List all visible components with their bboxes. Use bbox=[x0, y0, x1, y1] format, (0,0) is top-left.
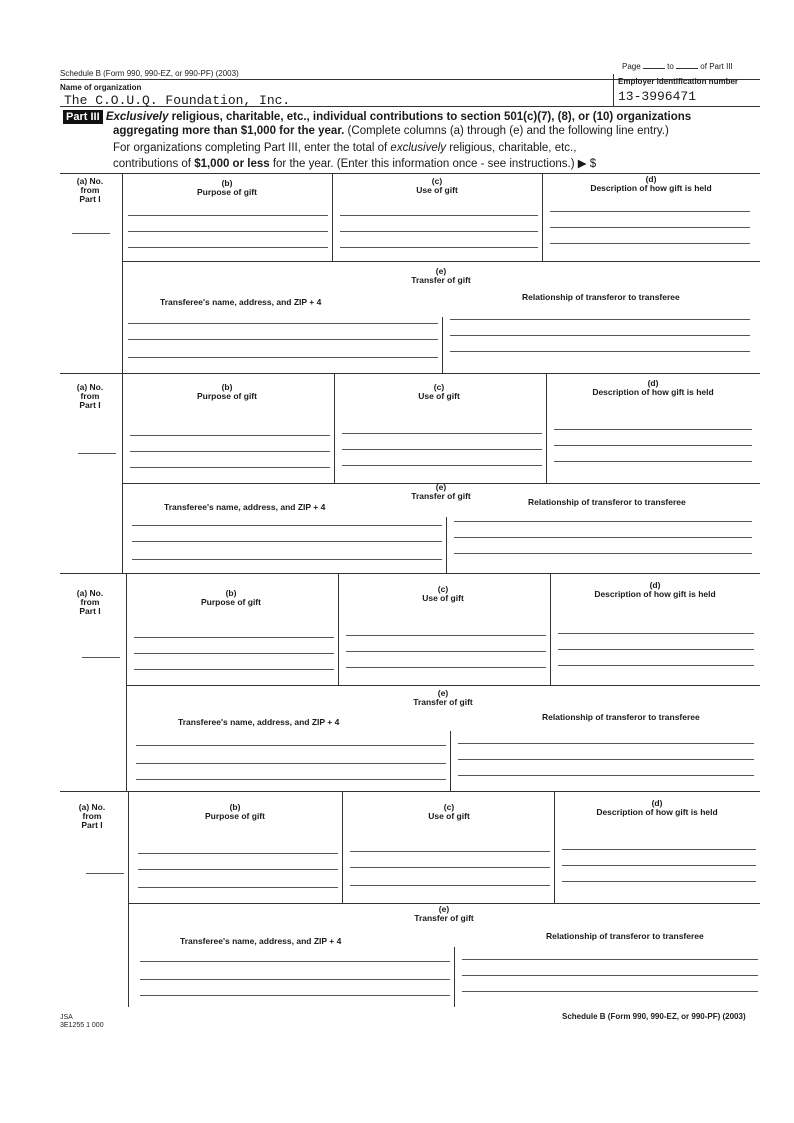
transferee-line[interactable] bbox=[128, 339, 438, 340]
gift-section-4 bbox=[60, 791, 760, 1007]
relationship-line[interactable] bbox=[450, 319, 750, 320]
col-c-header: (c) Use of gift bbox=[416, 176, 458, 195]
page-label: Page bbox=[622, 62, 641, 71]
relationship-line[interactable] bbox=[462, 991, 758, 992]
col-a-entry[interactable] bbox=[72, 233, 110, 234]
transferee-header: Transferee's name, address, and ZIP + 4 bbox=[178, 717, 340, 727]
transferee-header: Transferee's name, address, and ZIP + 4 bbox=[180, 936, 342, 946]
relationship-header: Relationship of transferor to transferee bbox=[522, 292, 680, 302]
relationship-line[interactable] bbox=[458, 775, 754, 776]
transferee-line[interactable] bbox=[136, 763, 446, 764]
part3-heading bbox=[63, 110, 763, 138]
relationship-line[interactable] bbox=[458, 759, 754, 760]
use-line[interactable] bbox=[346, 635, 546, 636]
relationship-header: Relationship of transferor to transferee bbox=[546, 931, 704, 941]
col-a-header: (a) No. from Part I bbox=[76, 588, 104, 616]
part3-line4a: contributions of bbox=[113, 158, 195, 170]
gift-section-3 bbox=[60, 573, 760, 791]
description-line[interactable] bbox=[550, 227, 750, 228]
page-to-blank[interactable] bbox=[676, 68, 698, 69]
part3-line4-bold: $1,000 or less bbox=[194, 158, 270, 170]
page-from-blank[interactable] bbox=[643, 68, 665, 69]
use-line[interactable] bbox=[340, 247, 538, 248]
part3-italic: Exclusively bbox=[105, 111, 169, 123]
col-a-header: (a) No. from Part I bbox=[76, 382, 104, 410]
use-line[interactable] bbox=[340, 215, 538, 216]
to-label: to bbox=[667, 62, 674, 71]
purpose-line[interactable] bbox=[138, 853, 338, 854]
transferee-line[interactable] bbox=[132, 541, 442, 542]
part3-line4b: for the year. (Enter this information once - see instructions.) bbox=[269, 158, 575, 170]
form-code: 3E1255 1 000 bbox=[60, 1022, 104, 1029]
of-part-label: of Part III bbox=[700, 62, 733, 71]
transferee-line[interactable] bbox=[132, 525, 442, 526]
col-d-header: (d) Description of how gift is held bbox=[596, 798, 718, 817]
purpose-line[interactable] bbox=[134, 637, 334, 638]
relationship-line[interactable] bbox=[462, 975, 758, 976]
col-e-header: (e) Transfer of gift bbox=[413, 688, 473, 707]
org-name-value: The C.O.U.Q. Foundation, Inc. bbox=[64, 93, 291, 108]
description-line[interactable] bbox=[562, 849, 756, 850]
jsa-label: JSA bbox=[60, 1014, 73, 1021]
description-line[interactable] bbox=[554, 429, 752, 430]
transferee-line[interactable] bbox=[128, 357, 438, 358]
ein-divider bbox=[613, 74, 614, 107]
total-amount-arrow: ▶ $ bbox=[577, 158, 597, 170]
transferee-header: Transferee's name, address, and ZIP + 4 bbox=[164, 502, 326, 512]
use-line[interactable] bbox=[342, 433, 542, 434]
use-line[interactable] bbox=[350, 867, 550, 868]
purpose-line[interactable] bbox=[134, 669, 334, 670]
purpose-line[interactable] bbox=[128, 215, 328, 216]
purpose-line[interactable] bbox=[134, 653, 334, 654]
relationship-line[interactable] bbox=[458, 743, 754, 744]
page-range bbox=[622, 62, 733, 71]
use-line[interactable] bbox=[342, 449, 542, 450]
part3-line1: religious, charitable, etc., individual contributions to section 501(c)(7), (8), or (10) organizations bbox=[168, 111, 692, 123]
part3-badge: Part III bbox=[63, 110, 103, 124]
transferee-header: Transferee's name, address, and ZIP + 4 bbox=[160, 297, 322, 307]
col-d-header: (d) Description of how gift is held bbox=[590, 174, 712, 193]
transferee-line[interactable] bbox=[128, 323, 438, 324]
relationship-line[interactable] bbox=[454, 521, 752, 522]
description-line[interactable] bbox=[558, 665, 754, 666]
purpose-line[interactable] bbox=[130, 467, 330, 468]
transferee-line[interactable] bbox=[136, 779, 446, 780]
col-a-entry[interactable] bbox=[86, 873, 124, 874]
col-b-header: (b) Purpose of gift bbox=[197, 178, 257, 197]
use-line[interactable] bbox=[350, 851, 550, 852]
col-e-header: (e) Transfer of gift bbox=[411, 482, 471, 501]
transferee-line[interactable] bbox=[132, 559, 442, 560]
col-d-header: (d) Description of how gift is held bbox=[594, 580, 716, 599]
relationship-line[interactable] bbox=[454, 553, 752, 554]
relationship-line[interactable] bbox=[450, 335, 750, 336]
part3-line3b: religious, charitable, etc., bbox=[446, 142, 577, 154]
transferee-line[interactable] bbox=[140, 995, 450, 996]
use-line[interactable] bbox=[342, 465, 542, 466]
relationship-line[interactable] bbox=[462, 959, 758, 960]
purpose-line[interactable] bbox=[128, 231, 328, 232]
use-line[interactable] bbox=[346, 667, 546, 668]
description-line[interactable] bbox=[562, 881, 756, 882]
col-e-header: (e) Transfer of gift bbox=[411, 266, 471, 285]
col-c-header: (c) Use of gift bbox=[418, 382, 460, 401]
description-line[interactable] bbox=[554, 461, 752, 462]
col-b-header: (b) Purpose of gift bbox=[197, 382, 257, 401]
gift-section-2 bbox=[60, 373, 760, 573]
org-rule bbox=[60, 106, 760, 107]
part3-line3-italic: exclusively bbox=[390, 142, 447, 154]
transferee-line[interactable] bbox=[140, 979, 450, 980]
relationship-line[interactable] bbox=[450, 351, 750, 352]
col-c-header: (c) Use of gift bbox=[428, 802, 470, 821]
part3-line3a: For organizations completing Part III, enter the total of bbox=[113, 142, 391, 154]
schedule-reference: Schedule B (Form 990, 990-EZ, or 990-PF) (2003) bbox=[60, 69, 239, 78]
purpose-line[interactable] bbox=[138, 869, 338, 870]
description-line[interactable] bbox=[550, 211, 750, 212]
org-name-label: Name of organization bbox=[60, 83, 142, 92]
footer-schedule-ref: Schedule B (Form 990, 990-EZ, or 990-PF) (2003) bbox=[562, 1012, 746, 1021]
col-b-header: (b) Purpose of gift bbox=[205, 802, 265, 821]
col-e-header: (e) Transfer of gift bbox=[414, 904, 474, 923]
ein-label: Employer identification number bbox=[618, 77, 739, 86]
relationship-header: Relationship of transferor to transferee bbox=[542, 712, 700, 722]
relationship-header: Relationship of transferor to transferee bbox=[528, 497, 686, 507]
gift-section-1 bbox=[60, 173, 760, 373]
description-line[interactable] bbox=[554, 445, 752, 446]
col-a-header: (a) No. from Part I bbox=[78, 802, 106, 830]
col-d-header: (d) Description of how gift is held bbox=[592, 378, 714, 397]
part3-line2 bbox=[63, 125, 669, 137]
use-line[interactable] bbox=[340, 231, 538, 232]
purpose-line[interactable] bbox=[130, 435, 330, 436]
part3-instruction bbox=[113, 140, 753, 172]
use-line[interactable] bbox=[346, 651, 546, 652]
purpose-line[interactable] bbox=[128, 247, 328, 248]
description-line[interactable] bbox=[550, 243, 750, 244]
footer-left bbox=[60, 1014, 104, 1030]
part3-line2-rest: (Complete columns (a) through (e) and the following line entry.) bbox=[344, 125, 669, 137]
col-a-entry[interactable] bbox=[82, 657, 120, 658]
transferee-line[interactable] bbox=[140, 961, 450, 962]
col-a-header: (a) No. from Part I bbox=[76, 176, 104, 204]
relationship-line[interactable] bbox=[454, 537, 752, 538]
description-line[interactable] bbox=[562, 865, 756, 866]
description-line[interactable] bbox=[558, 649, 754, 650]
col-c-header: (c) Use of gift bbox=[422, 584, 464, 603]
col-b-header: (b) Purpose of gift bbox=[201, 588, 261, 607]
transferee-line[interactable] bbox=[136, 745, 446, 746]
purpose-line[interactable] bbox=[130, 451, 330, 452]
use-line[interactable] bbox=[350, 885, 550, 886]
purpose-line[interactable] bbox=[138, 887, 338, 888]
description-line[interactable] bbox=[558, 633, 754, 634]
ein-value: 13-3996471 bbox=[618, 89, 697, 104]
col-a-entry[interactable] bbox=[78, 453, 116, 454]
part3-line2-bold: aggregating more than $1,000 for the year. bbox=[113, 125, 345, 137]
